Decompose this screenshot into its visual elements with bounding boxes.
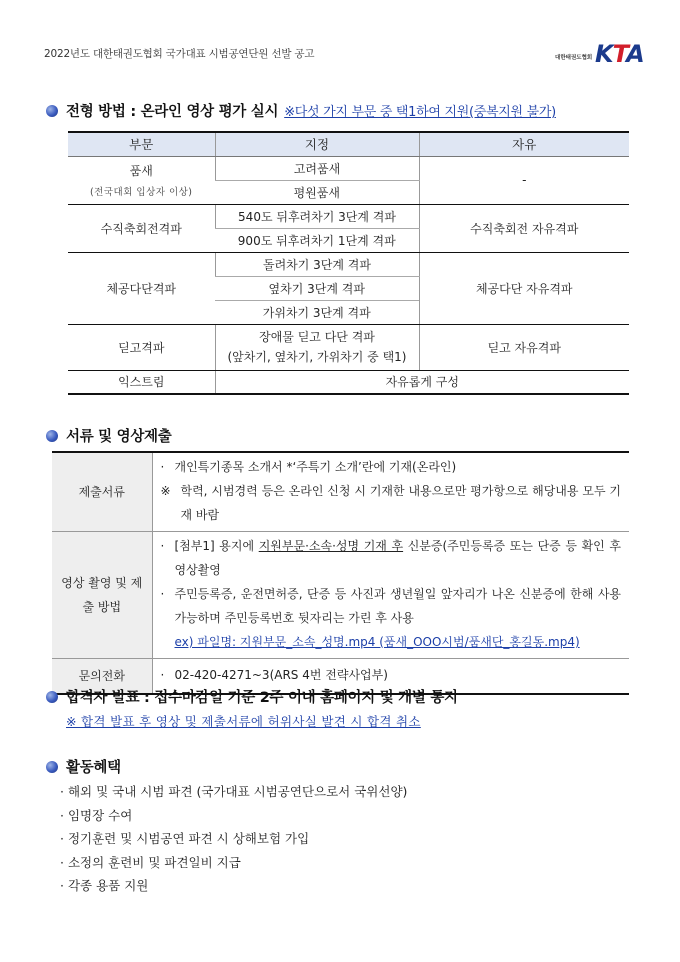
contact-content: · 02-420-4271~3(ARS 4번 전략사업부): [152, 659, 629, 695]
section-documents: [46, 425, 171, 446]
kta-logo: [551, 40, 644, 70]
documents-table: [52, 451, 629, 695]
section-title: 서류 및 영상제출: [66, 429, 172, 445]
row-label-contact: 문의전화: [52, 659, 152, 695]
benefits-list: [60, 780, 407, 898]
col-header-free: 자유: [419, 132, 629, 156]
bullet-icon: [46, 430, 58, 442]
merged-cell: 자유롭게 구성: [215, 370, 629, 394]
category-multi-level: 체공다단격파: [68, 252, 215, 324]
col-header-category: 부문: [68, 132, 215, 156]
contact-phone: 02-420-4271~3(ARS 4번 전략사업부): [174, 668, 388, 682]
category-extreme: 익스트림: [68, 370, 215, 394]
designated-cell: 장애물 딛고 다단 격파 (앞차기, 옆차기, 가위차기 중 택1): [215, 324, 419, 370]
designated-cell: 돌려차기 3단계 격파: [215, 252, 419, 276]
col-header-designated: 지정: [215, 132, 419, 156]
section-announcement: [46, 686, 458, 707]
designated-cell: 고려품새: [215, 156, 419, 180]
free-cell: -: [419, 156, 629, 204]
categories-table: [68, 131, 629, 395]
logo-text: 대한태권도협회: [555, 55, 593, 61]
row-label-video: 영상 촬영 및 제출 방법: [52, 532, 152, 659]
header-title: 2022년도 대한태권도협회 국가대표 시범공연단원 선발 공고: [44, 48, 315, 60]
category-note: (전국대회 입상자 이상): [89, 187, 193, 198]
section-title: 합격자 발표 : 접수마감일 기준 2주 이내 홈페이지 및 개별 통지: [66, 690, 458, 706]
category-spin-kick: 수직축회전격파: [68, 204, 215, 252]
documents-content: · 개인특기종목 소개서 *‘주특기 소개’란에 기재(온라인) ※ 학력, 시범경력 등은 온라인 신청 시 기재한 내용으로만 평가항으로 해당내용 모두 기재 바람: [152, 452, 629, 532]
list-item: · 소정의 훈련비 및 파견일비 지급: [60, 854, 241, 870]
free-cell: 수직축회전 자유격파: [419, 204, 629, 252]
row-label-documents: 제출서류: [52, 452, 152, 532]
designated-cell: 540도 뒤후려차기 3단계 격파: [215, 204, 419, 228]
designated-cell: 옆차기 3단계 격파: [215, 276, 419, 300]
cancellation-warning: ※ 합격 발표 후 영상 및 제출서류에 허위사실 발견 시 합격 취소: [66, 714, 421, 729]
section-note: ※다섯 가지 부문 중 택1하여 지원(중복지원 불가): [284, 105, 556, 120]
section-selection-method: [46, 100, 556, 121]
list-item: · 해외 및 국내 시범 파견 (국가대표 시범공연단으로서 국위선양): [60, 784, 408, 799]
category-step-breaking: 딛고격파: [68, 324, 215, 370]
category-poomsae: 품새 (전국대회 입상자 이상): [68, 156, 215, 204]
list-item: · 임명장 수여: [60, 807, 133, 823]
video-content: · [첨부1] 용지에 지원부문·소속·성명 기재 후 신분증(주민등록증 또는 단증 등 확인 후 영상촬영 · 주민등록증, 운전면허증, 단증 등 사진과 생년월일 앞자리가 나온 신분증에 한해 사용 가능하며 주민등록번호 뒷자리는 가린 후 사용 ex) 파일명: 지원부문_소속_성명.mp4 (품새_OOO시범/품새단_홍길동.mp4): [152, 532, 629, 659]
section-benefits: [46, 756, 121, 777]
list-item: · 정기훈련 및 시범공연 파견 시 상해보험 가입: [60, 831, 310, 846]
free-cell: 체공다단 자유격파: [419, 252, 629, 324]
bullet-icon: [46, 691, 58, 703]
logo-mark: KTA: [595, 40, 644, 68]
section-title: 활동혜택: [66, 760, 121, 776]
free-cell: 딛고 자유격파: [419, 324, 629, 370]
bullet-icon: [46, 761, 58, 773]
designated-cell: 900도 뒤후려차기 1단계 격파: [215, 228, 419, 252]
section-title: 전형 방법 : 온라인 영상 평가 실시: [66, 104, 279, 120]
designated-cell: 가위차기 3단계 격파: [215, 300, 419, 324]
list-item: · 각종 용품 지원: [60, 878, 149, 893]
file-name-example: ex) 파일명: 지원부문_소속_성명.mp4 (품새_OOO시범/품새단_홍길동.mp4): [174, 635, 580, 649]
bullet-icon: [46, 105, 58, 117]
designated-cell: 평원품새: [215, 180, 419, 204]
